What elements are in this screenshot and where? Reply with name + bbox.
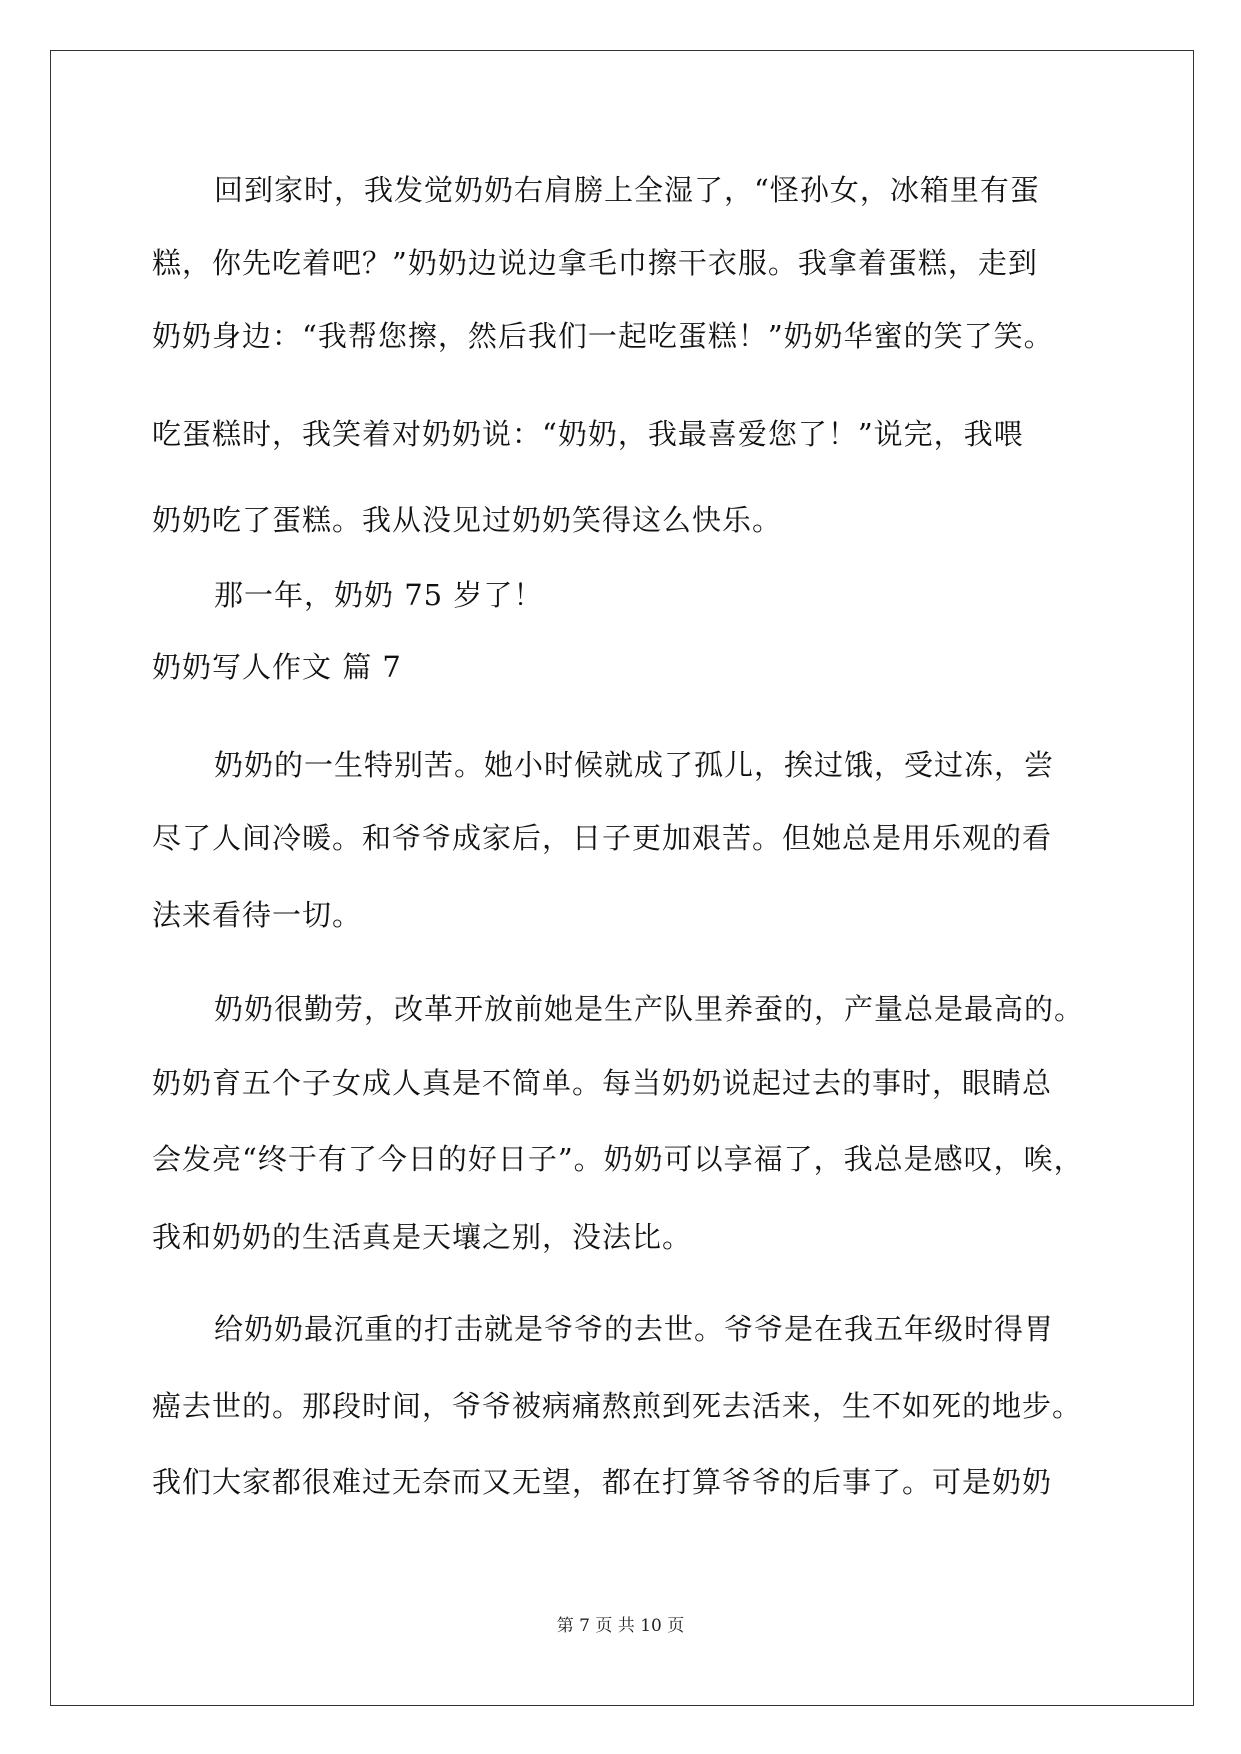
page-border xyxy=(50,50,1194,1706)
text-line: 糕，你先吃着吧？”奶奶边说边拿毛巾擦干衣服。我拿着蛋糕，走到 xyxy=(152,246,1038,280)
text-line: 奶奶吃了蛋糕。我从没见过奶奶笑得这么快乐。 xyxy=(152,503,783,537)
text-line: 会发亮“终于有了今日的好日子”。奶奶可以享福了，我总是感叹，唉， xyxy=(152,1142,1084,1176)
text-line: 尽了人间冷暖。和爷爷成家后，日子更加艰苦。但她总是用乐观的看 xyxy=(152,821,1053,855)
text-line: 奶奶身边：“我帮您擦，然后我们一起吃蛋糕！”奶奶华蜜的笑了笑。 xyxy=(152,319,1054,353)
text-line: 吃蛋糕时，我笑着对奶奶说：“奶奶，我最喜爱您了！”说完，我喂 xyxy=(152,417,1024,451)
text-line: 回到家时，我发觉奶奶右肩膀上全湿了，“怪孙女，冰箱里有蛋 xyxy=(214,173,1040,207)
text-line: 我和奶奶的生活真是天壤之别，没法比。 xyxy=(152,1220,693,1254)
text-line: 给奶奶最沉重的打击就是爷爷的去世。爷爷是在我五年级时得胃 xyxy=(214,1312,1055,1346)
text-line: 奶奶育五个子女成人真是不简单。每当奶奶说起过去的事时，眼睛总 xyxy=(152,1066,1053,1100)
section-heading: 奶奶写人作文 篇 7 xyxy=(152,650,402,684)
text-line: 那一年，奶奶 75 岁了！ xyxy=(214,578,544,612)
text-line: 奶奶很勤劳，改革开放前她是生产队里养蚕的，产量总是最高的。 xyxy=(214,992,1085,1026)
text-line: 癌去世的。那段时间，爷爷被病痛熬煎到死去活来，生不如死的地步。 xyxy=(152,1389,1083,1423)
text-line: 法来看待一切。 xyxy=(152,898,363,932)
text-line: 我们大家都很难过无奈而又无望，都在打算爷爷的后事了。可是奶奶 xyxy=(152,1465,1053,1499)
page-number-footer: 第 7 页 共 10 页 xyxy=(556,1616,685,1636)
text-line: 奶奶的一生特别苦。她小时候就成了孤儿，挨过饿，受过冻，尝 xyxy=(214,748,1055,782)
